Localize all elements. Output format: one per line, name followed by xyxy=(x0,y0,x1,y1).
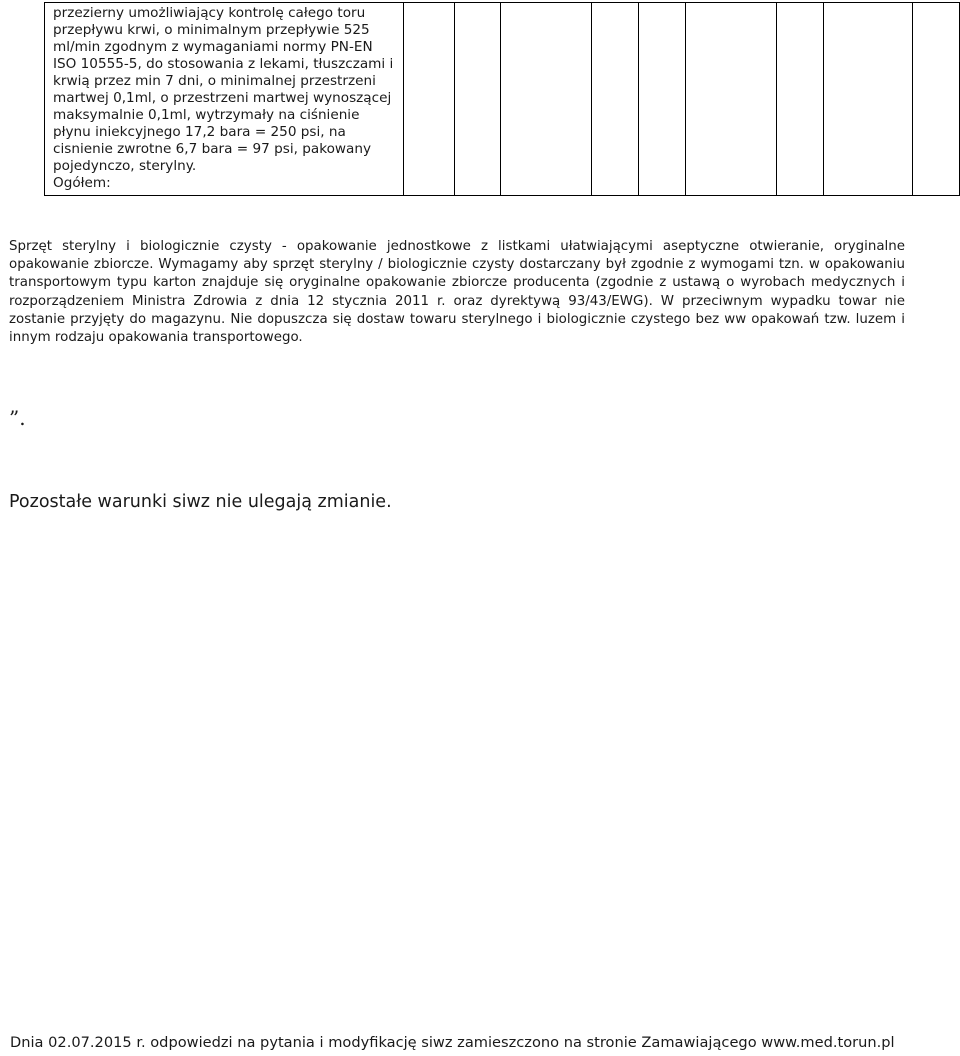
empty-cell xyxy=(913,3,960,196)
empty-cell xyxy=(592,3,639,196)
footer-note: Dnia 02.07.2015 r. odpowiedzi na pytania i modyfikację siwz zamieszczono na stronie Zamawiającego www.med.torun.pl xyxy=(10,1034,895,1051)
table-row xyxy=(45,3,960,196)
empty-cell xyxy=(777,3,824,196)
specification-table xyxy=(44,2,960,196)
packaging-conditions-paragraph: Sprzęt sterylny i biologicznie czysty - opakowanie jednostkowe z listkami ułatwiającymi aseptyczne otwieranie, oryginalne opakowanie zbiorcze. Wymagamy aby sprzęt sterylny / biologicznie czysty dostarczany był zgodnie z wymogami tzn. w opakowaniu transportowym typu karton znajduje się oryginalne opakowanie zbiorcze producenta (zgodnie z ustawą o wyrobach medycznych i rozporządzeniem Ministra Zdrowia z dnia 12 stycznia 2011 r. oraz dyrektywą 93/43/EWG). W przeciwnym wypadku towar nie zostanie przyjęty do magazynu. Nie dopuszcza się dostaw towaru sterylnego i biologicznie czystego bez ww opakowań tzw. luzem i innym rodzaju opakowania transportowego. xyxy=(9,239,905,346)
description-cell xyxy=(45,3,404,196)
closing-quote-mark: ”. xyxy=(9,406,26,430)
total-label: Ogółem: xyxy=(53,175,111,191)
empty-cell xyxy=(455,3,501,196)
empty-cell xyxy=(404,3,455,196)
empty-cell xyxy=(501,3,592,196)
remaining-conditions-note: Pozostałe warunki siwz nie ulegają zmianie. xyxy=(9,492,392,512)
empty-cell xyxy=(686,3,777,196)
empty-cell xyxy=(639,3,686,196)
empty-cell xyxy=(824,3,913,196)
specification-table-fragment xyxy=(44,2,960,195)
product-description: przezierny umożliwiający kontrolę całego toru przepływu krwi, o minimalnym przepływie 525 ml/min zgodnym z wymaganiami normy PN-EN ISO 10555-5, do stosowania z lekami, tłuszczami i krwią przez min 7 dni, o minimalnej przestrzeni martwej 0,1ml, o przestrzeni martwej wynoszącej maksymalnie 0,1ml, wytrzymały na ciśnienie płynu iniekcyjnego 17,2 bara = 250 psi, na cisnienie zwrotne 6,7 bara = 97 psi, pakowany pojedynczo, sterylny. xyxy=(53,5,394,174)
